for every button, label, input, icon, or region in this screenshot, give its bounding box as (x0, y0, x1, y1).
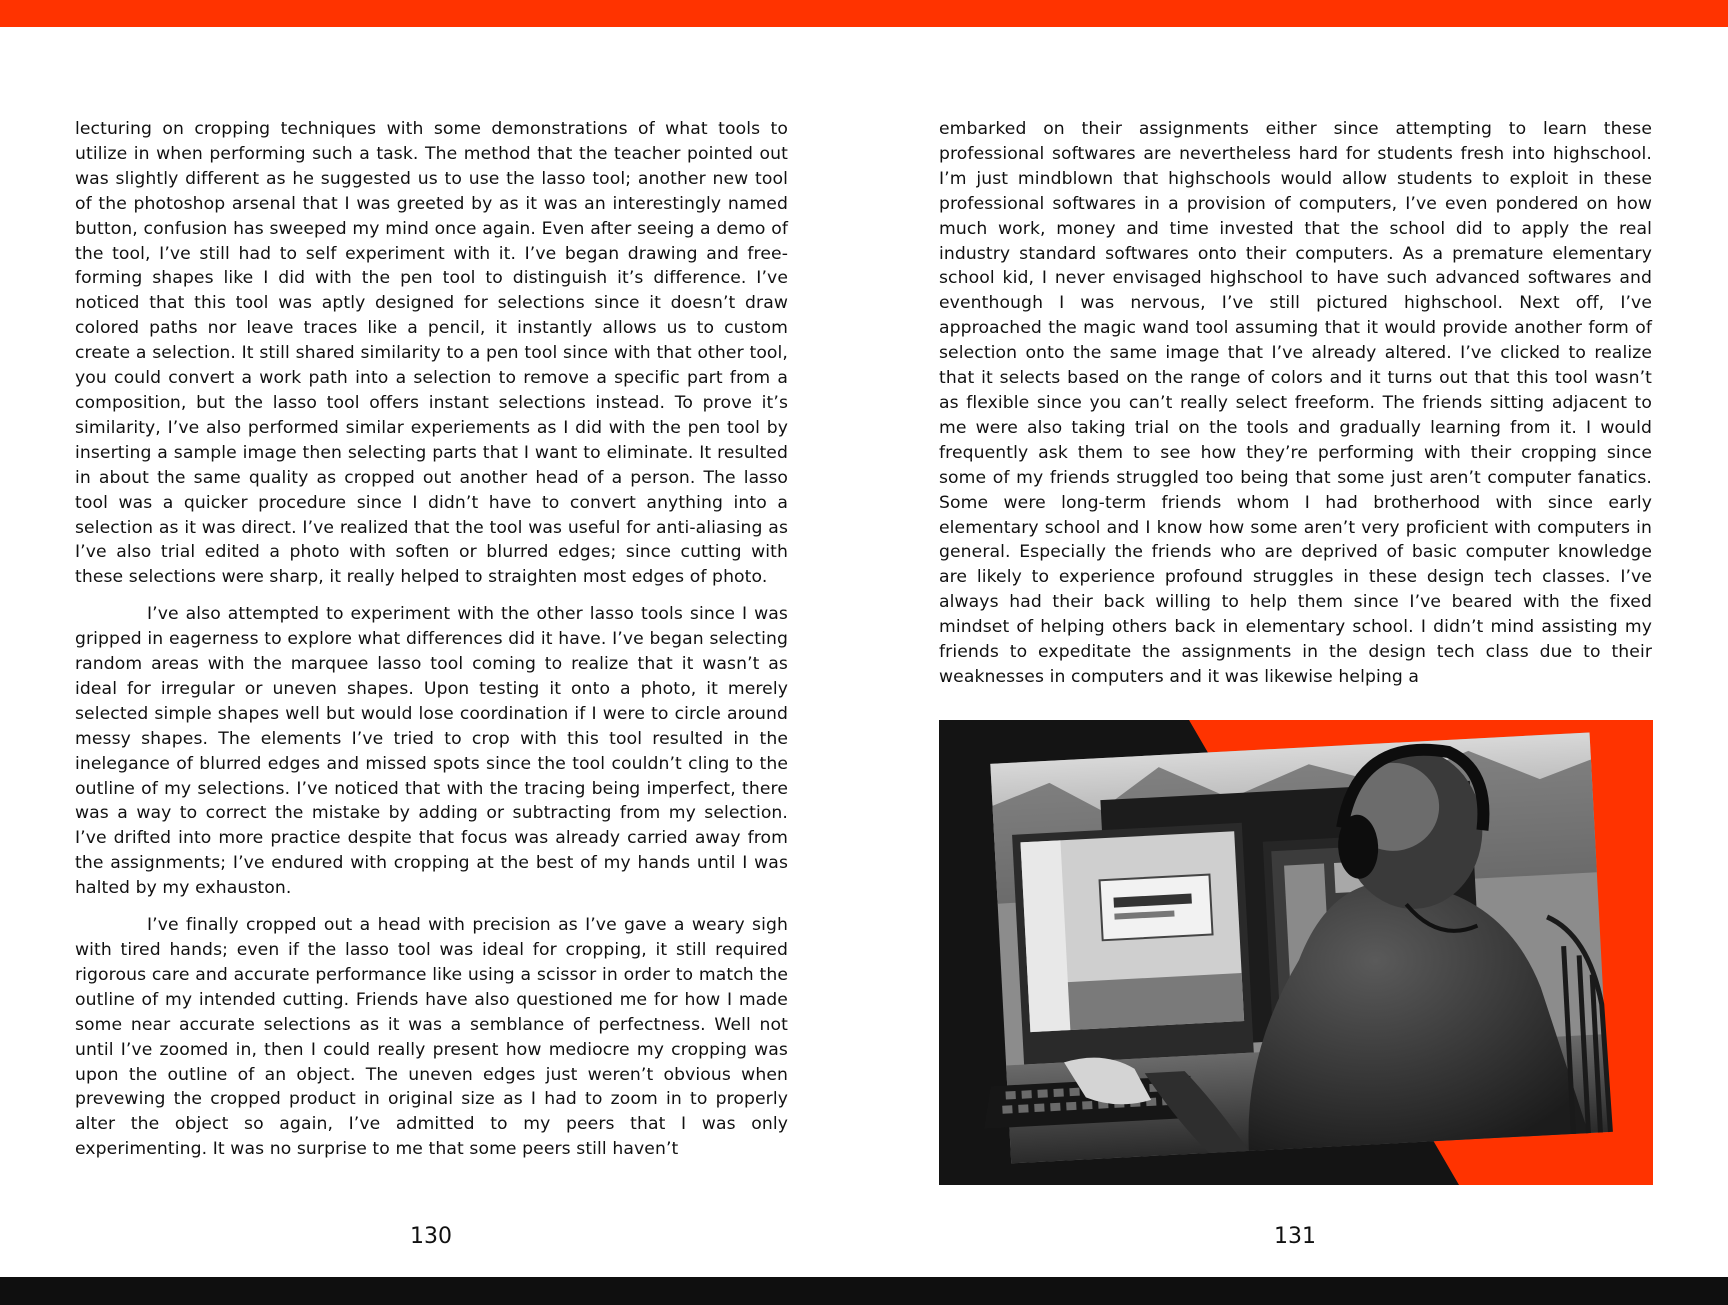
bottom-band (0, 1277, 1728, 1305)
paragraph: lecturing on cropping techniques with some demonstrations of what tools to utilize in when performing such a task. The method that the teacher pointed out was slightly different as he suggested us to use the lasso tool; another new tool of the photoshop arsenal that I was greeted by as it was an interestingly named button, confusion has sweeped my mind once again. Even after seeing a demo of the tool, I’ve still had to self experiment with it. I’ve began drawing and free-forming shapes like I did with the pen tool to distinguish it’s difference. I’ve noticed that this tool was aptly designed for selections since it doesn’t draw colored paths nor leave traces like a pencil, it instantly allows us to custom create a selection. It still shared similarity to a pen tool since with that other tool, you could convert a work path into a selection to remove a specific part from a composition, but the lasso tool offers instant selections instead. To prove it’s similarity, I’ve also performed similar experiements as I did with the pen tool by inserting a sample image then selecting parts that I want to eliminate. It resulted in about the same quality as cropped out another head of a person. The lasso tool was a quicker procedure since I didn’t have to convert anything into a selection as it was direct. I’ve realized that the tool was useful for anti-aliasing as I’ve also trial edited a photo with soften or blurred edges; since cutting with these selections were sharp, it really helped to straighten most edges of photo. (75, 119, 788, 588)
paragraph: I’ve finally cropped out a head with precision as I’ve gave a weary sigh with tired hands; even if the lasso tool was ideal for cropping, it still required rigorous care and accurate performance like using a scissor in order to match the outline of my intended cutting. Friends have also questioned me for how I made some near accurate selections as it was a semblance of perfectness. Well not until I’ve zoomed in, then I could really present how mediocre my cropping was upon the outline of an object. The uneven edges just weren’t obvious when prevewing the cropped product in original size as I had to zoom in to properly alter the object so again, I’ve admitted to my peers that I was only experimenting. It was no surprise to me that some peers still haven’t (75, 915, 788, 1160)
gaming-setup-photo (939, 720, 1653, 1185)
page-number: 131 (1274, 1224, 1316, 1249)
page-number: 130 (410, 1224, 452, 1249)
paragraph: embarked on their assignments either since attempting to learn these professional softwares are nevertheless hard for students fresh into highschool. I’m just mindblown that highschools would allow students to exploit in these professional softwares in a provision of computers, I’ve even pondered on how much work, money and time invested that the school did to apply the real industry standard softwares onto their computers. As a premature elementary school kid, I never envisaged highschool to have such advanced softwares and eventhough I was nervous, I’ve still pictured highschool. Next off, I’ve approached the magic wand tool assuming that it would provide another form of selection onto the same image that I’ve already altered. I’ve clicked to realize that it selects based on the range of colors and it turns out that this tool wasn’t as flexible since you can’t really select freeform. The friends sitting adjacent to me were also taking trial on the tools and gradually learning from it. I would frequently ask them to see how they’re performing with their cropping since some of my friends struggled too being that some just aren’t computer fanatics. Some were long-term friends whom I had brotherhood with since early elementary school and I know how some aren’t very proficient with computers in general. Especially the friends who are deprived of basic computer knowledge are likely to experience profound struggles in these design tech classes. I’ve always had their back willing to help them since I’ve beared with the fixed mindset of helping others back in elementary school. I didn’t mind assisting my friends to expeditate the assignments in the design tech class due to their weaknesses in computers and it was likewise helping a (939, 119, 1652, 687)
paragraph: I’ve also attempted to experiment with the other lasso tools since I was gripped in eagerness to explore what differences did it have. I’ve began selecting random areas with the marquee lasso tool coming to realize that it wasn’t as ideal for irregular or uneven shapes. Upon testing it onto a photo, it merely selected simple shapes well but would lose coordination if I were to circle around messy shapes. The elements I’ve tried to crop with this tool resulted in the inelegance of blurred edges and missed spots since the tool couldn’t cling to the outline of my selections. I’ve noticed that with the tracing being imperfect, there was a way to correct the mistake by adding or subtracting from my selection. I’ve drifted into more practice despite that focus was already carried away from the assignments; I’ve endured with cropping at the best of my hands until I was halted by my exhauston. (75, 604, 788, 899)
top-accent-bar (0, 0, 1728, 27)
left-page-body (75, 117, 788, 1174)
right-page-body (939, 117, 1652, 702)
